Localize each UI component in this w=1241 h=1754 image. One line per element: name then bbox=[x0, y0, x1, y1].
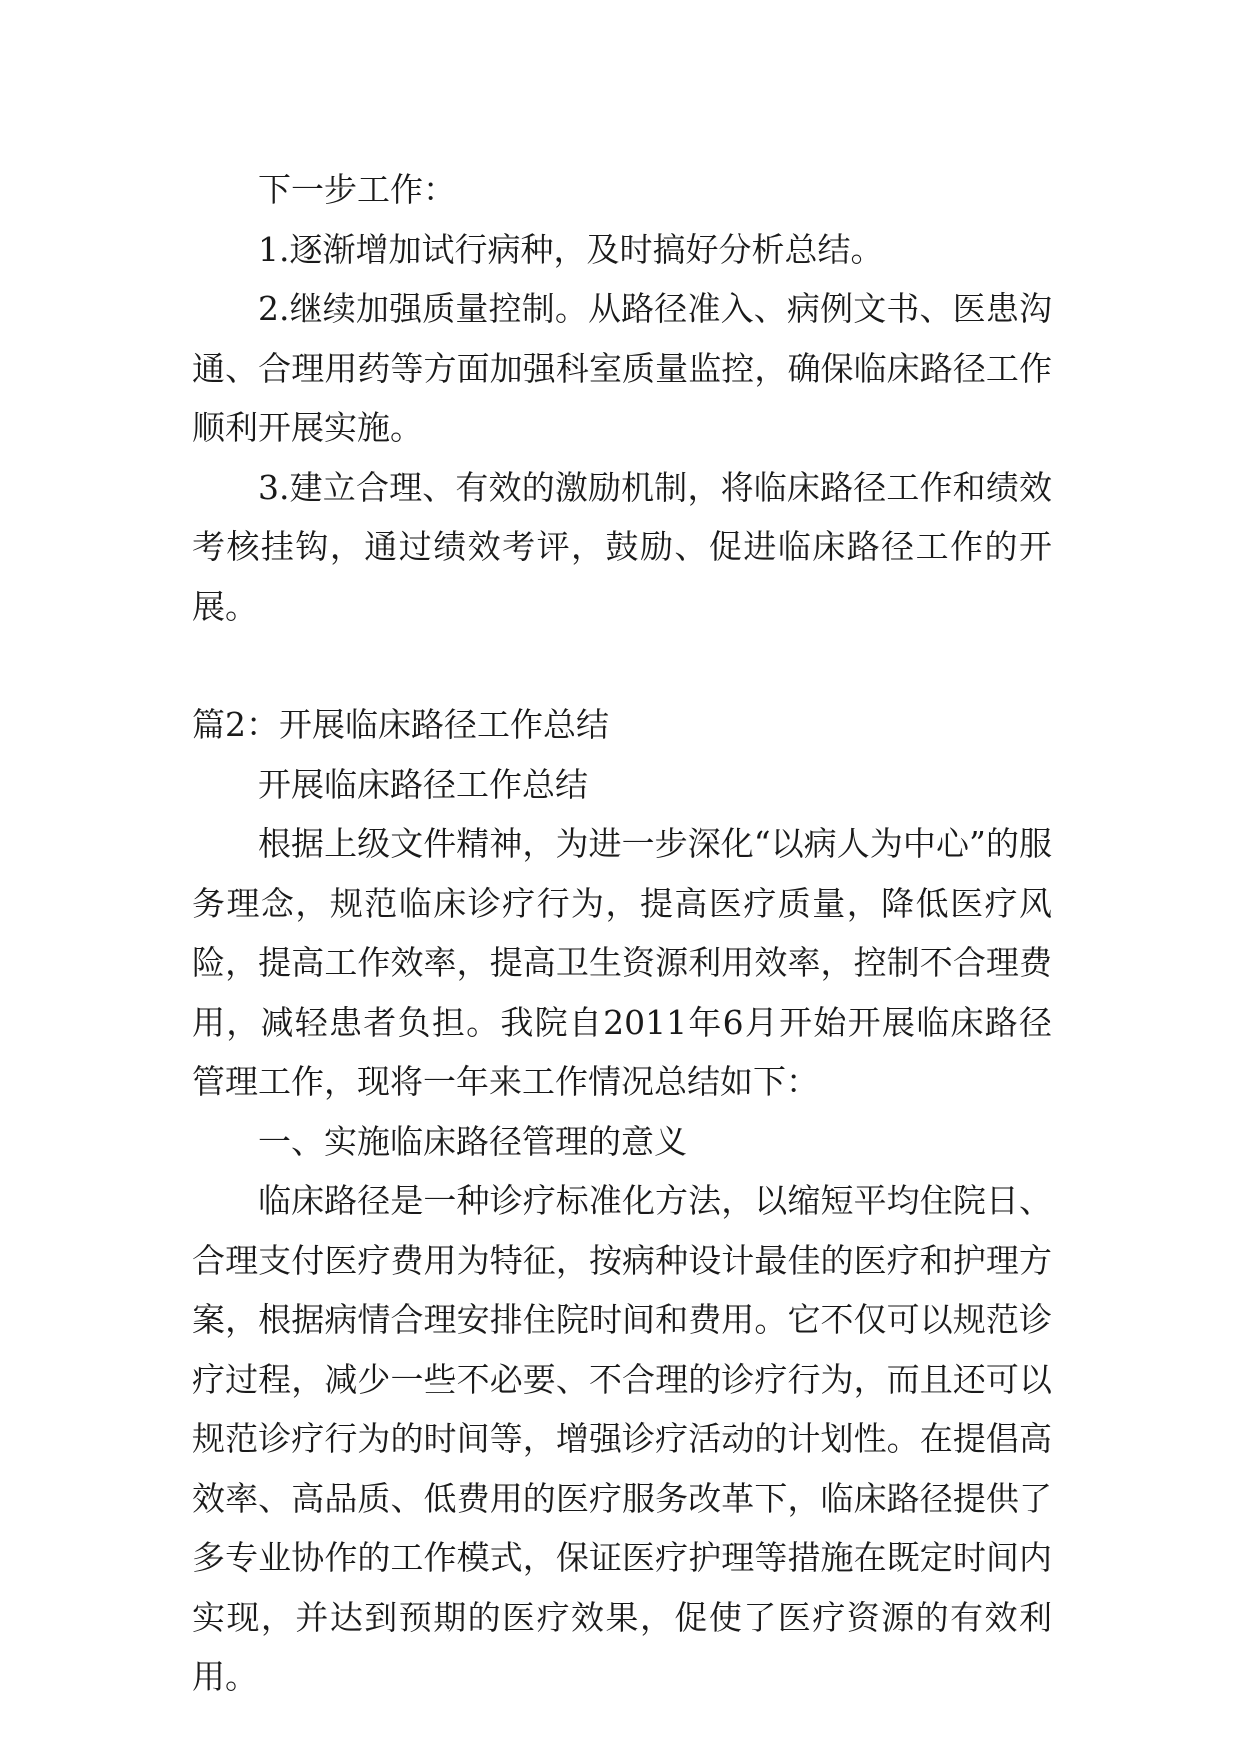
document-page bbox=[192, 160, 1052, 1707]
section-heading-significance: 一、实施临床路径管理的意义 bbox=[258, 1121, 687, 1161]
document-subtitle: 开展临床路径工作总结 bbox=[258, 764, 588, 804]
body-paragraph: 临床路径是一种诊疗标准化方法，以缩短平均住院日、合理支付医疗费用为特征，按病种设计最佳的医疗和护理方案，根据病情合理安排住院时间和费用。它不仅可以规范诊疗过程，减少一些不必要、不合理的诊疗行为，而且还可以规范诊疗行为的时间等，增强诊疗活动的计划性。在提倡高效率、高品质、低费用的医疗服务改革下，临床路径提供了多专业协作的工作模式，保证医疗护理等措施在既定时间内实现，并达到预期的医疗效果，促使了医疗资源的有效利用。 bbox=[192, 1181, 1052, 1696]
intro-paragraph: 根据上级文件精神，为进一步深化“以病人为中心”的服务理念，规范临床诊疗行为，提高医疗质量，降低医疗风险，提高工作效率，提高卫生资源利用效率，控制不合理费用，减轻患者负担。我院自2011年6月开始开展临床路径管理工作，现将一年来工作情况总结如下： bbox=[192, 824, 1052, 1101]
list-item: 3.建立合理、有效的激励机制，将临床路径工作和绩效考核挂钩，通过绩效考评，鼓励、促进临床路径工作的开展。 bbox=[192, 467, 1052, 626]
section-heading-next-steps: 下一步工作： bbox=[258, 170, 456, 209]
list-item: 1.逐渐增加试行病种，及时搞好分析总结。 bbox=[258, 229, 884, 269]
list-item: 2.继续加强质量控制。从路径准入、病例文书、医患沟通、合理用药等方面加强科室质量监控，确保临床路径工作顺利开展实施。 bbox=[192, 289, 1052, 447]
article-title: 篇2：开展临床路径工作总结 bbox=[192, 705, 609, 744]
